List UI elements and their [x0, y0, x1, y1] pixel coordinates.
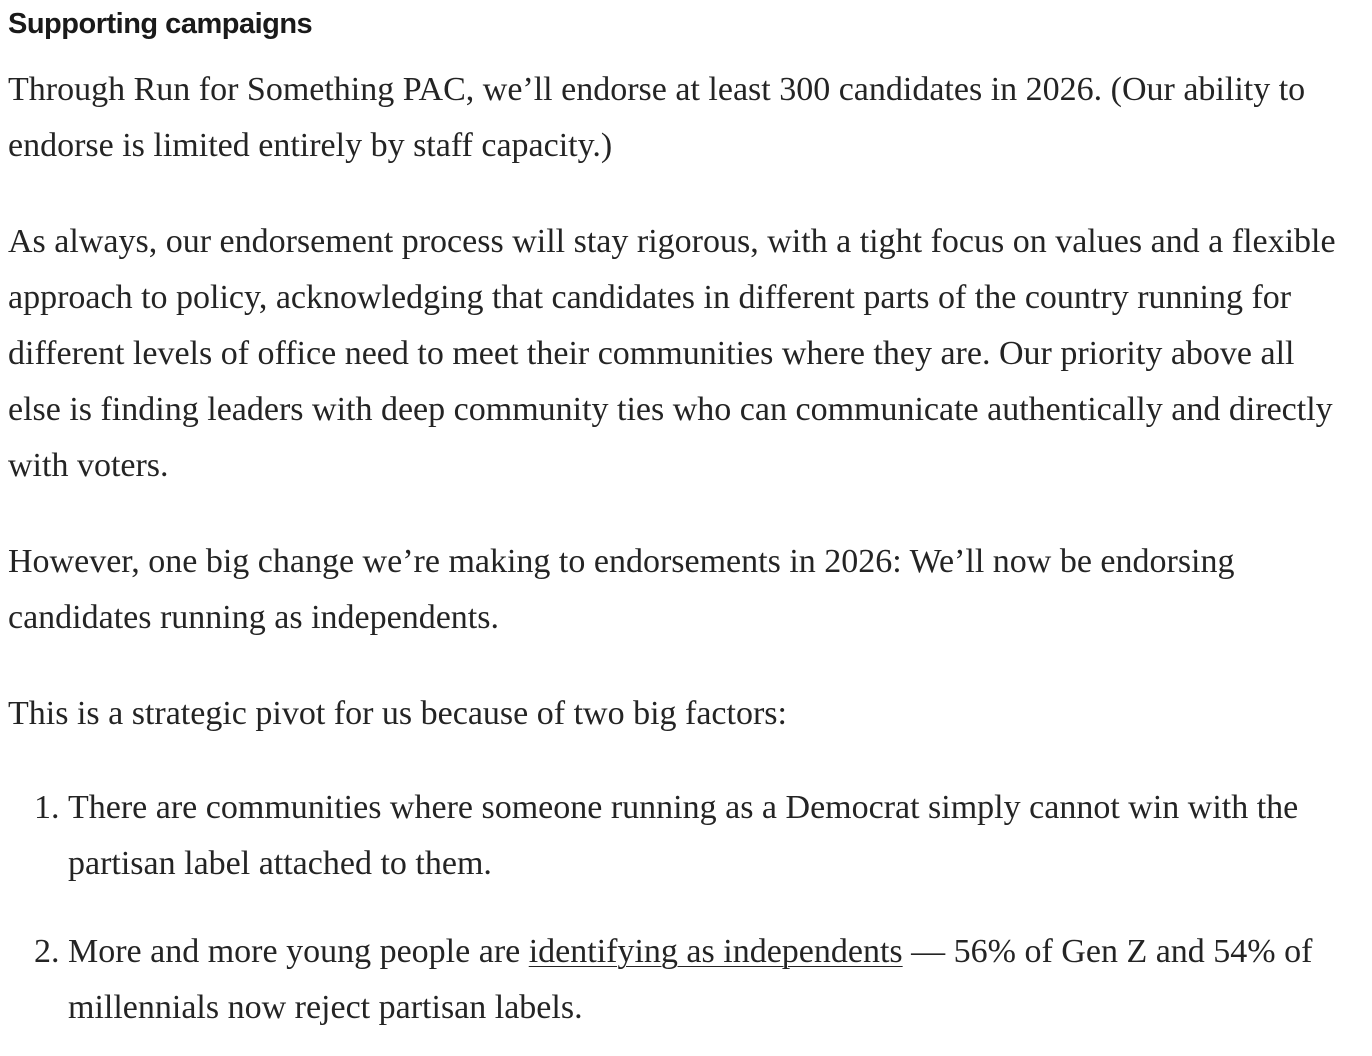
- identifying-as-independents-link[interactable]: identifying as independents: [528, 933, 903, 970]
- list-item: [68, 780, 1348, 892]
- list-item-text-before: More and more young people are: [68, 933, 529, 970]
- factors-list: [8, 780, 1348, 1036]
- paragraph-independents-change: However, one big change we’re making to endorsements in 2026: We’ll now be endorsing candidates running as independents.: [8, 543, 1235, 636]
- paragraph-endorsement-goal: Through Run for Something PAC, we’ll endorse at least 300 candidates in 2026. (Our ability to endorse is limited entirely by staff capacity.): [8, 71, 1306, 164]
- section-heading: Supporting campaigns: [8, 8, 313, 40]
- list-item: [68, 924, 1348, 1036]
- paragraph-endorsement-process: As always, our endorsement process will stay rigorous, with a tight focus on values and a flexible approach to policy, acknowledging that candidates in different parts of the country running for different levels of office need to meet their communities where they are. Our priority above all else is finding leaders with deep community ties who can communicate authentically and directly with voters.: [8, 223, 1336, 484]
- paragraph-strategic-pivot: This is a strategic pivot for us because of two big factors:: [8, 695, 787, 732]
- list-item-text: There are communities where someone running as a Democrat simply cannot win with the partisan label attached to them.: [68, 789, 1299, 882]
- list-item-text-after: — 56% of Gen Z and 54% of millennials now reject partisan labels.: [68, 933, 1313, 1026]
